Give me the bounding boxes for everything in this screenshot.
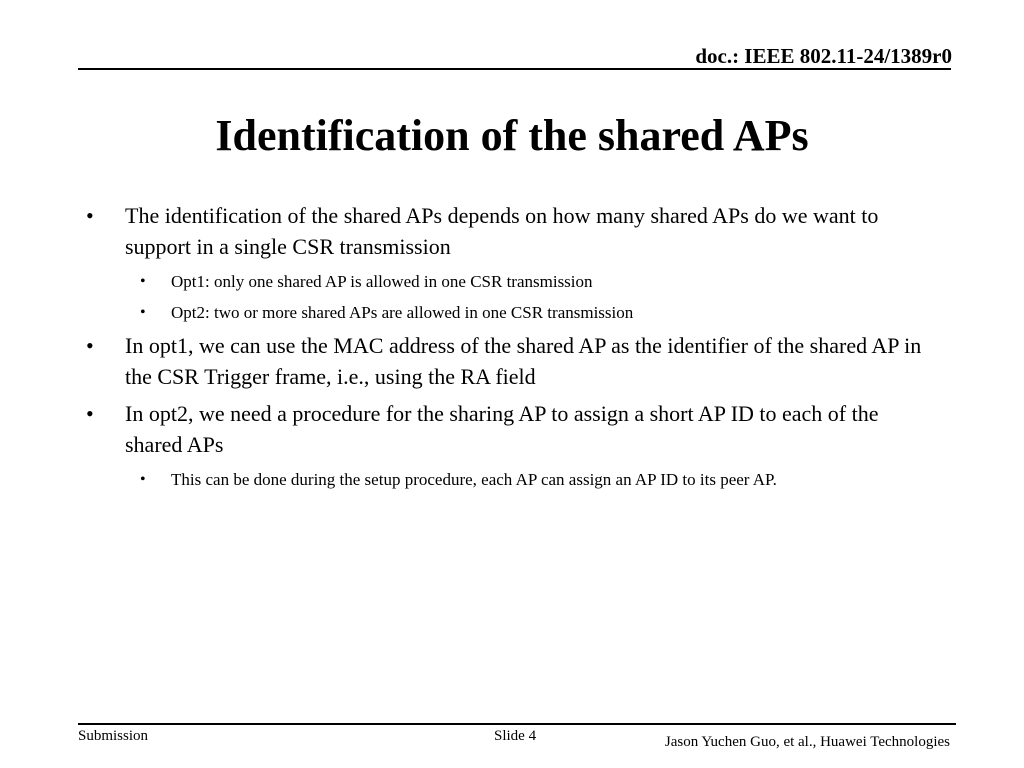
bullet-text: In opt2, we need a procedure for the sharing AP to assign a short AP ID to each of the shared APs xyxy=(125,401,879,457)
bullet-icon: • xyxy=(86,401,94,426)
bullet-icon: • xyxy=(86,203,94,228)
bullet-icon: • xyxy=(140,304,146,321)
slide-body xyxy=(0,200,1024,497)
bullet-text: In opt1, we can use the MAC address of the shared AP as the identifier of the shared AP in the CSR Trigger frame, i.e., using the RA field xyxy=(125,333,922,389)
footer-divider xyxy=(78,723,956,725)
sub-bullet-item xyxy=(0,466,1024,494)
bullet-item xyxy=(0,200,1024,262)
document-id: doc.: IEEE 802.11-24/1389r0 xyxy=(695,44,952,68)
footer-slide-number: Slide 4 xyxy=(494,728,537,744)
slide-title: Identification of the shared APs xyxy=(215,111,809,160)
sub-bullet-text: Opt1: only one shared AP is allowed in one CSR transmission xyxy=(171,272,593,291)
header-divider xyxy=(78,68,951,70)
sub-bullet-text: Opt2: two or more shared APs are allowed in one CSR transmission xyxy=(171,303,634,322)
bullet-item xyxy=(0,330,1024,392)
footer-submission: Submission xyxy=(78,728,149,744)
footer-authors: Jason Yuchen Guo, et al., Huawei Technologies xyxy=(664,734,950,750)
sub-bullet-item xyxy=(0,299,1024,327)
sub-bullet-text: This can be done during the setup procedure, each AP can assign an AP ID to its peer AP. xyxy=(171,470,777,489)
bullet-item xyxy=(0,398,1024,460)
bullet-text: The identification of the shared APs depends on how many shared APs do we want to support in a single CSR transmission xyxy=(125,203,879,259)
bullet-icon: • xyxy=(140,273,146,290)
bullet-icon: • xyxy=(140,471,146,488)
sub-bullet-item xyxy=(0,268,1024,296)
bullet-icon: • xyxy=(86,333,94,358)
